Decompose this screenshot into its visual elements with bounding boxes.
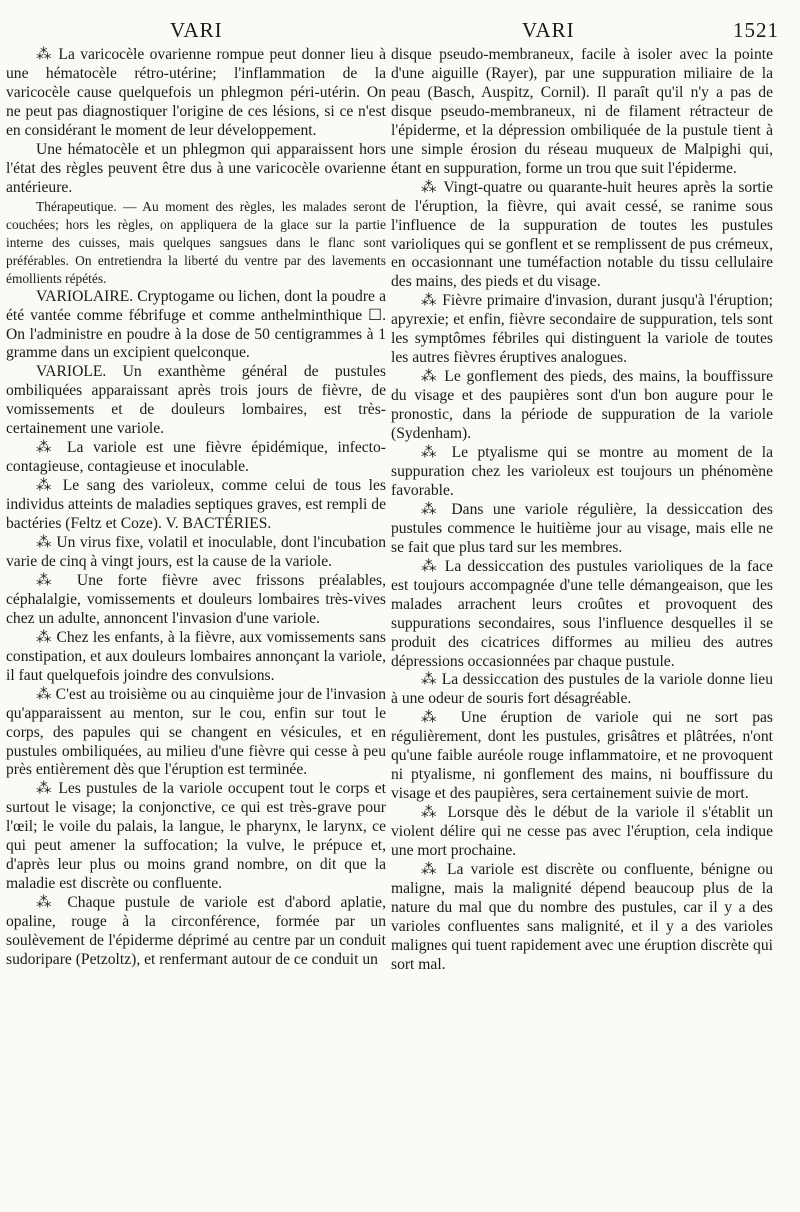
running-header [0,14,800,44]
paragraph: ⁂ Une éruption de variole qui ne sort pas régulièrement, dont les pustules, grisâtres et plâtrées, n'ont qu'une faible auréole rouge inflammatoire, et ne provoquent ni ptyalisme, ni gonflement des mains, ni bouffissure du visage et des paupières, sera certainement suivie de mort. [391,709,773,803]
paragraph: Thérapeutique. — Au moment des règles, les malades seront couchées; hors les règles, on appliquera de la glace sur la partie interne des cuisses, mais quelques sangsues dans le flanc sont préférables. On entretiendra la liberté du ventre par des lavements émollients répétés. [6,198,386,286]
paragraph: ⁂ Le ptyalisme qui se montre au moment de la suppuration chez les varioleux est toujours un phénomène favorable. [391,444,773,499]
paragraph: disque pseudo-membraneux, facile à isoler avec la pointe d'une aiguille (Rayer), par une suppuration miliaire de la peau (Basch, Auspitz, Cornil). Il paraît qu'il n'y a pas de disque pseudo-membraneux, ni de filament rétracteur de l'épiderme, et la dépression ombiliquée de la pustule tient à une simple érosion du réseau muqueux de Malpighi qui, étant en suppuration, forme un trou que suit l'épiderme. [391,46,773,177]
paragraph: ⁂ La variole est une fièvre épidémique, infecto-contagieuse, contagieuse et inoculable. [6,439,386,476]
paragraph: ⁂ Le gonflement des pieds, des mains, la bouffissure du visage et des paupières sont d'un bon augure pour le pronostic, dans la période de suppuration de la variole (Sydenham). [391,368,773,443]
paragraph: ⁂ La variole est discrète ou confluente, bénigne ou maligne, mais la malignité dépend beaucoup plus de la nature du mal que du nombre des pustules, car il y a des varioles confluentes sans malignité, et il y a des varioles malignes qui tuent rapidement avec une éruption discrète qui sort mal. [391,860,773,973]
paragraph: ⁂ Le sang des varioleux, comme celui de tous les individus atteints de maladies septiques graves, est rempli de bactéries (Feltz et Coze). V. BACTÉRIES. [6,477,386,533]
paragraph: ⁂ Lorsque dès le début de la variole il s'établit un violent délire qui ne cesse pas avec l'éruption, cela indique une mort prochaine. [391,804,773,860]
page-number: 1521 [733,18,779,42]
paragraph: ⁂ Vingt-quatre ou quarante-huit heures après la sortie de l'éruption, la fièvre, qui avait cessé, se ranime sous l'influence de la suppuration de toutes les pustules varioliques qui se gonflent et se remplissent de pus crémeux, en occasionnant une tuméfaction notable du tissu cellulaire des mains, des pieds et du visage. [391,178,773,291]
paragraph: ⁂ Fièvre primaire d'invasion, durant jusqu'à l'éruption; apyrexie; et enfin, fièvre secondaire de suppuration, tels sont les symptômes fébriles qui distinguent la variole de toutes les autres fièvres éruptives analogues. [391,292,773,367]
right-text-column [391,46,773,975]
paragraph: VARIOLE. Un exanthème général de pustules ombiliquées apparaissant après trois jours de fièvre, de vomissements et de douleurs lombaires, est très-certainement une variole. [6,363,386,438]
paragraph: VARIOLAIRE. Cryptogame ou lichen, dont la poudre a été vantée comme fébrifuge et comme anthelminthique ☐. On l'administre en poudre à la dose de 50 centigrammes à 1 gramme dans un excipient quelconque. [6,287,386,362]
left-running-head: VARI [170,18,223,42]
paragraph: ⁂ Une forte fièvre avec frissons préalables, céphalalgie, vomissements et douleurs lombaires très-vives chez un adulte, annoncent l'invasion d'une variole. [6,571,386,627]
paragraph: ⁂ La dessiccation des pustules de la variole donne lieu à une odeur de souris fort désagréable. [391,671,773,708]
paragraph: ⁂ Dans une variole régulière, la dessiccation des pustules commence le huitième jour au visage, mais elle ne se fait que plus tard sur les membres. [391,500,773,556]
paragraph: ⁂ La dessiccation des pustules varioliques de la face est toujours accompagnée d'une telle démangeaison, que les malades arrachent leurs croûtes et provoquent des suppurations secondaires, sous l'influence desquelles il se produit des cicatrices difformes au milieu des autres dépressions occasionnées par chaque pustule. [391,557,773,670]
left-text-column [6,46,386,970]
paragraph: ⁂ C'est au troisième ou au cinquième jour de l'invasion qu'apparaissent au menton, sur le cou, enfin sur tout le corps, des papules qui se changent en vésicules, et en pustules ombiliquées, au milieu d'une fièvre qui cesse à peu près entièrement dès que l'éruption est terminée. [6,685,386,779]
paragraph: Une hématocèle et un phlegmon qui apparaissent hors l'état des règles peuvent être dus à une varicocèle ovarienne antérieure. [6,140,386,196]
right-running-head: VARI [522,18,575,42]
paragraph: ⁂ Chez les enfants, à la fièvre, aux vomissements sans constipation, et aux douleurs lombaires annonçant la variole, il faut quelquefois joindre des convulsions. [6,628,386,684]
paragraph: ⁂ Un virus fixe, volatil et inoculable, dont l'incubation varie de cinq à vingt jours, est la cause de la variole. [6,534,386,570]
paragraph: ⁂ Les pustules de la variole occupent tout le corps et surtout le visage; la conjonctive, ce qui est très-grave pour l'œil; le voile du palais, la langue, le pharynx, le larynx, ce qui peut amener la suffocation; la vulve, le prépuce et, d'après leur plus ou moins grand nombre, on dit que la maladie est discrète ou confluente. [6,780,386,893]
paragraph: ⁂ La varicocèle ovarienne rompue peut donner lieu à une hématocèle rétro-utérine; l'inflammation de la varicocèle cause quelquefois un phlegmon péri-utérin. On ne peut pas diagnostiquer l'origine de ces lésions, si ce n'est en considérant le moment de leur développement. [6,46,386,139]
paragraph: ⁂ Chaque pustule de variole est d'abord aplatie, opaline, rouge à la circonférence, formée par un soulèvement de l'épiderme déprimé au centre par un conduit sudoripare (Petzoltz), et renfermant autour de ce conduit un [6,894,386,968]
